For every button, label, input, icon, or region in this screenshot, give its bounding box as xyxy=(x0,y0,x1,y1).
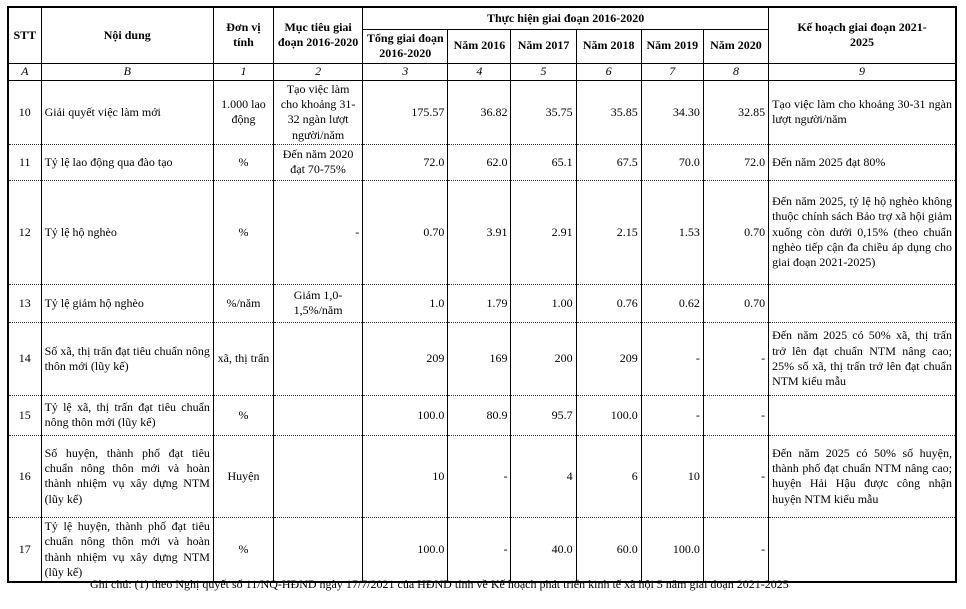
cell-value: 0.70 xyxy=(703,180,768,284)
cell-value: 1.53 xyxy=(641,180,703,284)
cell-don-vi: % xyxy=(213,517,273,582)
header-don-vi-tinh: Đơn vị tính xyxy=(213,7,273,63)
cell-value: 169 xyxy=(448,322,511,395)
cell-value: 35.85 xyxy=(576,80,641,144)
header-nam-2017: Năm 2017 xyxy=(511,29,576,63)
table-row xyxy=(8,395,956,435)
cell-noi-dung: Tỷ lệ giảm hộ nghèo xyxy=(41,284,213,322)
cell-value: 2.91 xyxy=(511,180,576,284)
index-cell: 2 xyxy=(274,63,363,80)
header-noi-dung: Nội dung xyxy=(41,7,213,63)
cell-ke-hoach xyxy=(769,517,956,582)
cell-value: 100.0 xyxy=(363,395,448,435)
cell-muc-tieu xyxy=(274,322,363,395)
header-nam-2016: Năm 2016 xyxy=(448,29,511,63)
index-cell: 9 xyxy=(769,63,956,80)
cell-don-vi: xã, thị trấn xyxy=(213,322,273,395)
cell-value: 62.0 xyxy=(448,144,511,180)
header-tong: Tổng giai đoạn 2016-2020 xyxy=(363,29,448,63)
cell-noi-dung: Tỷ lệ xã, thị trấn đạt tiêu chuẩn nông thôn mới (lũy kế) xyxy=(41,395,213,435)
header-ke-hoach xyxy=(769,7,956,63)
table-row xyxy=(8,284,956,322)
cell-value: - xyxy=(448,435,511,517)
cell-noi-dung: Số xã, thị trấn đạt tiêu chuẩn nông thôn mới (lũy kế) xyxy=(41,322,213,395)
cell-value: 65.1 xyxy=(511,144,576,180)
table-row xyxy=(8,144,956,180)
table-row xyxy=(8,435,956,517)
cell-value: 70.0 xyxy=(641,144,703,180)
cell-value: 34.30 xyxy=(641,80,703,144)
cell-value: 35.75 xyxy=(511,80,576,144)
cell-value: - xyxy=(703,435,768,517)
cell-value: 175.57 xyxy=(363,80,448,144)
footnote: Ghi chú: (1) theo Nghị quyết số 11/NQ-HĐND ngày 17/7/2021 của HĐND tỉnh về Kế hoạch phát triển kinh tế xã hội 5 năm giai đoạn 2021-2025 xyxy=(90,577,789,591)
cell-value: 4 xyxy=(511,435,576,517)
cell-muc-tieu xyxy=(274,395,363,435)
indicators-table xyxy=(7,6,957,583)
cell-value: 10 xyxy=(641,435,703,517)
cell-value: 100.0 xyxy=(576,395,641,435)
table-row xyxy=(8,180,956,284)
cell-stt: 12 xyxy=(8,180,41,284)
cell-value: 36.82 xyxy=(448,80,511,144)
cell-value: 209 xyxy=(363,322,448,395)
cell-noi-dung: Tỷ lệ lao động qua đào tạo xyxy=(41,144,213,180)
cell-value: 95.7 xyxy=(511,395,576,435)
index-cell: B xyxy=(41,63,213,80)
cell-value: 80.9 xyxy=(448,395,511,435)
cell-value: - xyxy=(703,322,768,395)
cell-noi-dung: Giải quyết việc làm mới xyxy=(41,80,213,144)
index-cell: 1 xyxy=(213,63,273,80)
cell-muc-tieu: Tạo việc làm cho khoảng 31-32 ngàn lượt người/năm xyxy=(274,80,363,144)
cell-value: 0.70 xyxy=(363,180,448,284)
cell-value: 10 xyxy=(363,435,448,517)
cell-value: 3.91 xyxy=(448,180,511,284)
cell-value: 67.5 xyxy=(576,144,641,180)
cell-stt: 10 xyxy=(8,80,41,144)
cell-ke-hoach xyxy=(769,395,956,435)
index-cell: 5 xyxy=(511,63,576,80)
cell-value: 60.0 xyxy=(576,517,641,582)
header-nam-2020: Năm 2020 xyxy=(703,29,768,63)
cell-don-vi: Huyện xyxy=(213,435,273,517)
cell-value: - xyxy=(703,517,768,582)
cell-don-vi: 1.000 lao động xyxy=(213,80,273,144)
header-nam-2019: Năm 2019 xyxy=(641,29,703,63)
index-cell: 4 xyxy=(448,63,511,80)
cell-noi-dung: Số huyện, thành phố đạt tiêu chuẩn nông thôn mới và hoàn thành nhiệm vụ xây dựng NTM (lũy kế) xyxy=(41,435,213,517)
cell-value: - xyxy=(641,322,703,395)
table-row xyxy=(8,80,956,144)
cell-ke-hoach: Đến năm 2025 đạt 80% xyxy=(769,144,956,180)
cell-muc-tieu xyxy=(274,517,363,582)
cell-value: 2.15 xyxy=(576,180,641,284)
cell-value: 0.70 xyxy=(703,284,768,322)
cell-muc-tieu: - xyxy=(274,180,363,284)
cell-muc-tieu: Giảm 1,0-1,5%/năm xyxy=(274,284,363,322)
index-cell: 6 xyxy=(576,63,641,80)
cell-value: 209 xyxy=(576,322,641,395)
cell-stt: 14 xyxy=(8,322,41,395)
cell-stt: 13 xyxy=(8,284,41,322)
index-cell: 3 xyxy=(363,63,448,80)
cell-value: 100.0 xyxy=(363,517,448,582)
table-body xyxy=(8,80,956,582)
cell-value: 32.85 xyxy=(703,80,768,144)
cell-don-vi: %/năm xyxy=(213,284,273,322)
cell-ke-hoach: Đến năm 2025 có 50% số huyện, thành phố đạt chuẩn NTM nâng cao; huyện Hải Hậu được công nhận huyện NTM kiểu mẫu xyxy=(769,435,956,517)
cell-value: 72.0 xyxy=(363,144,448,180)
cell-value: 72.0 xyxy=(703,144,768,180)
index-cell: 8 xyxy=(703,63,768,80)
header-nam-2018: Năm 2018 xyxy=(576,29,641,63)
cell-ke-hoach: Tạo việc làm cho khoảng 30-31 ngàn lượt người/năm xyxy=(769,80,956,144)
cell-value: 1.00 xyxy=(511,284,576,322)
header-ke-hoach-label: Kế hoạch giai đoạn 2021-2025 xyxy=(797,19,927,50)
cell-noi-dung: Tỷ lệ huyện, thành phố đạt tiêu chuẩn nông thôn mới và hoàn thành nhiệm vụ xây dựng NTM (lũy kế) xyxy=(41,517,213,582)
cell-don-vi: % xyxy=(213,144,273,180)
table-header xyxy=(8,7,956,80)
cell-value: - xyxy=(703,395,768,435)
cell-muc-tieu xyxy=(274,435,363,517)
cell-stt: 16 xyxy=(8,435,41,517)
cell-value: 100.0 xyxy=(641,517,703,582)
header-stt: STT xyxy=(8,7,41,63)
table-row xyxy=(8,322,956,395)
cell-stt: 11 xyxy=(8,144,41,180)
index-cell: 7 xyxy=(641,63,703,80)
cell-ke-hoach: Đến năm 2025, tỷ lệ hộ nghèo không thuộc chính sách Bảo trợ xã hội giảm xuống còn dưới 0,15% (theo chuẩn nghèo tiếp cận đa chiều áp dụng cho giai đoạn 2021-2025) xyxy=(769,180,956,284)
cell-muc-tieu: Đến năm 2020 đạt 70-75% xyxy=(274,144,363,180)
table-row xyxy=(8,517,956,582)
cell-ke-hoach xyxy=(769,284,956,322)
cell-value: 1.79 xyxy=(448,284,511,322)
cell-don-vi: % xyxy=(213,395,273,435)
cell-stt: 15 xyxy=(8,395,41,435)
header-muc-tieu: Mục tiêu giai đoạn 2016-2020 xyxy=(274,7,363,63)
cell-value: 0.62 xyxy=(641,284,703,322)
cell-value: - xyxy=(641,395,703,435)
cell-value: 200 xyxy=(511,322,576,395)
column-index-row xyxy=(8,63,956,80)
cell-don-vi: % xyxy=(213,180,273,284)
cell-stt: 17 xyxy=(8,517,41,582)
header-thuc-hien: Thực hiện giai đoạn 2016-2020 xyxy=(363,7,769,29)
cell-value: 6 xyxy=(576,435,641,517)
cell-value: 40.0 xyxy=(511,517,576,582)
index-cell: A xyxy=(8,63,41,80)
cell-value: - xyxy=(448,517,511,582)
cell-value: 1.0 xyxy=(363,284,448,322)
cell-ke-hoach: Đến năm 2025 có 50% xã, thị trấn trở lên đạt chuẩn NTM nâng cao; 25% số xã, thị trấn trở lên đạt chuẩn NTM kiểu mẫu xyxy=(769,322,956,395)
cell-value: 0.76 xyxy=(576,284,641,322)
cell-noi-dung: Tỷ lệ hộ nghèo xyxy=(41,180,213,284)
